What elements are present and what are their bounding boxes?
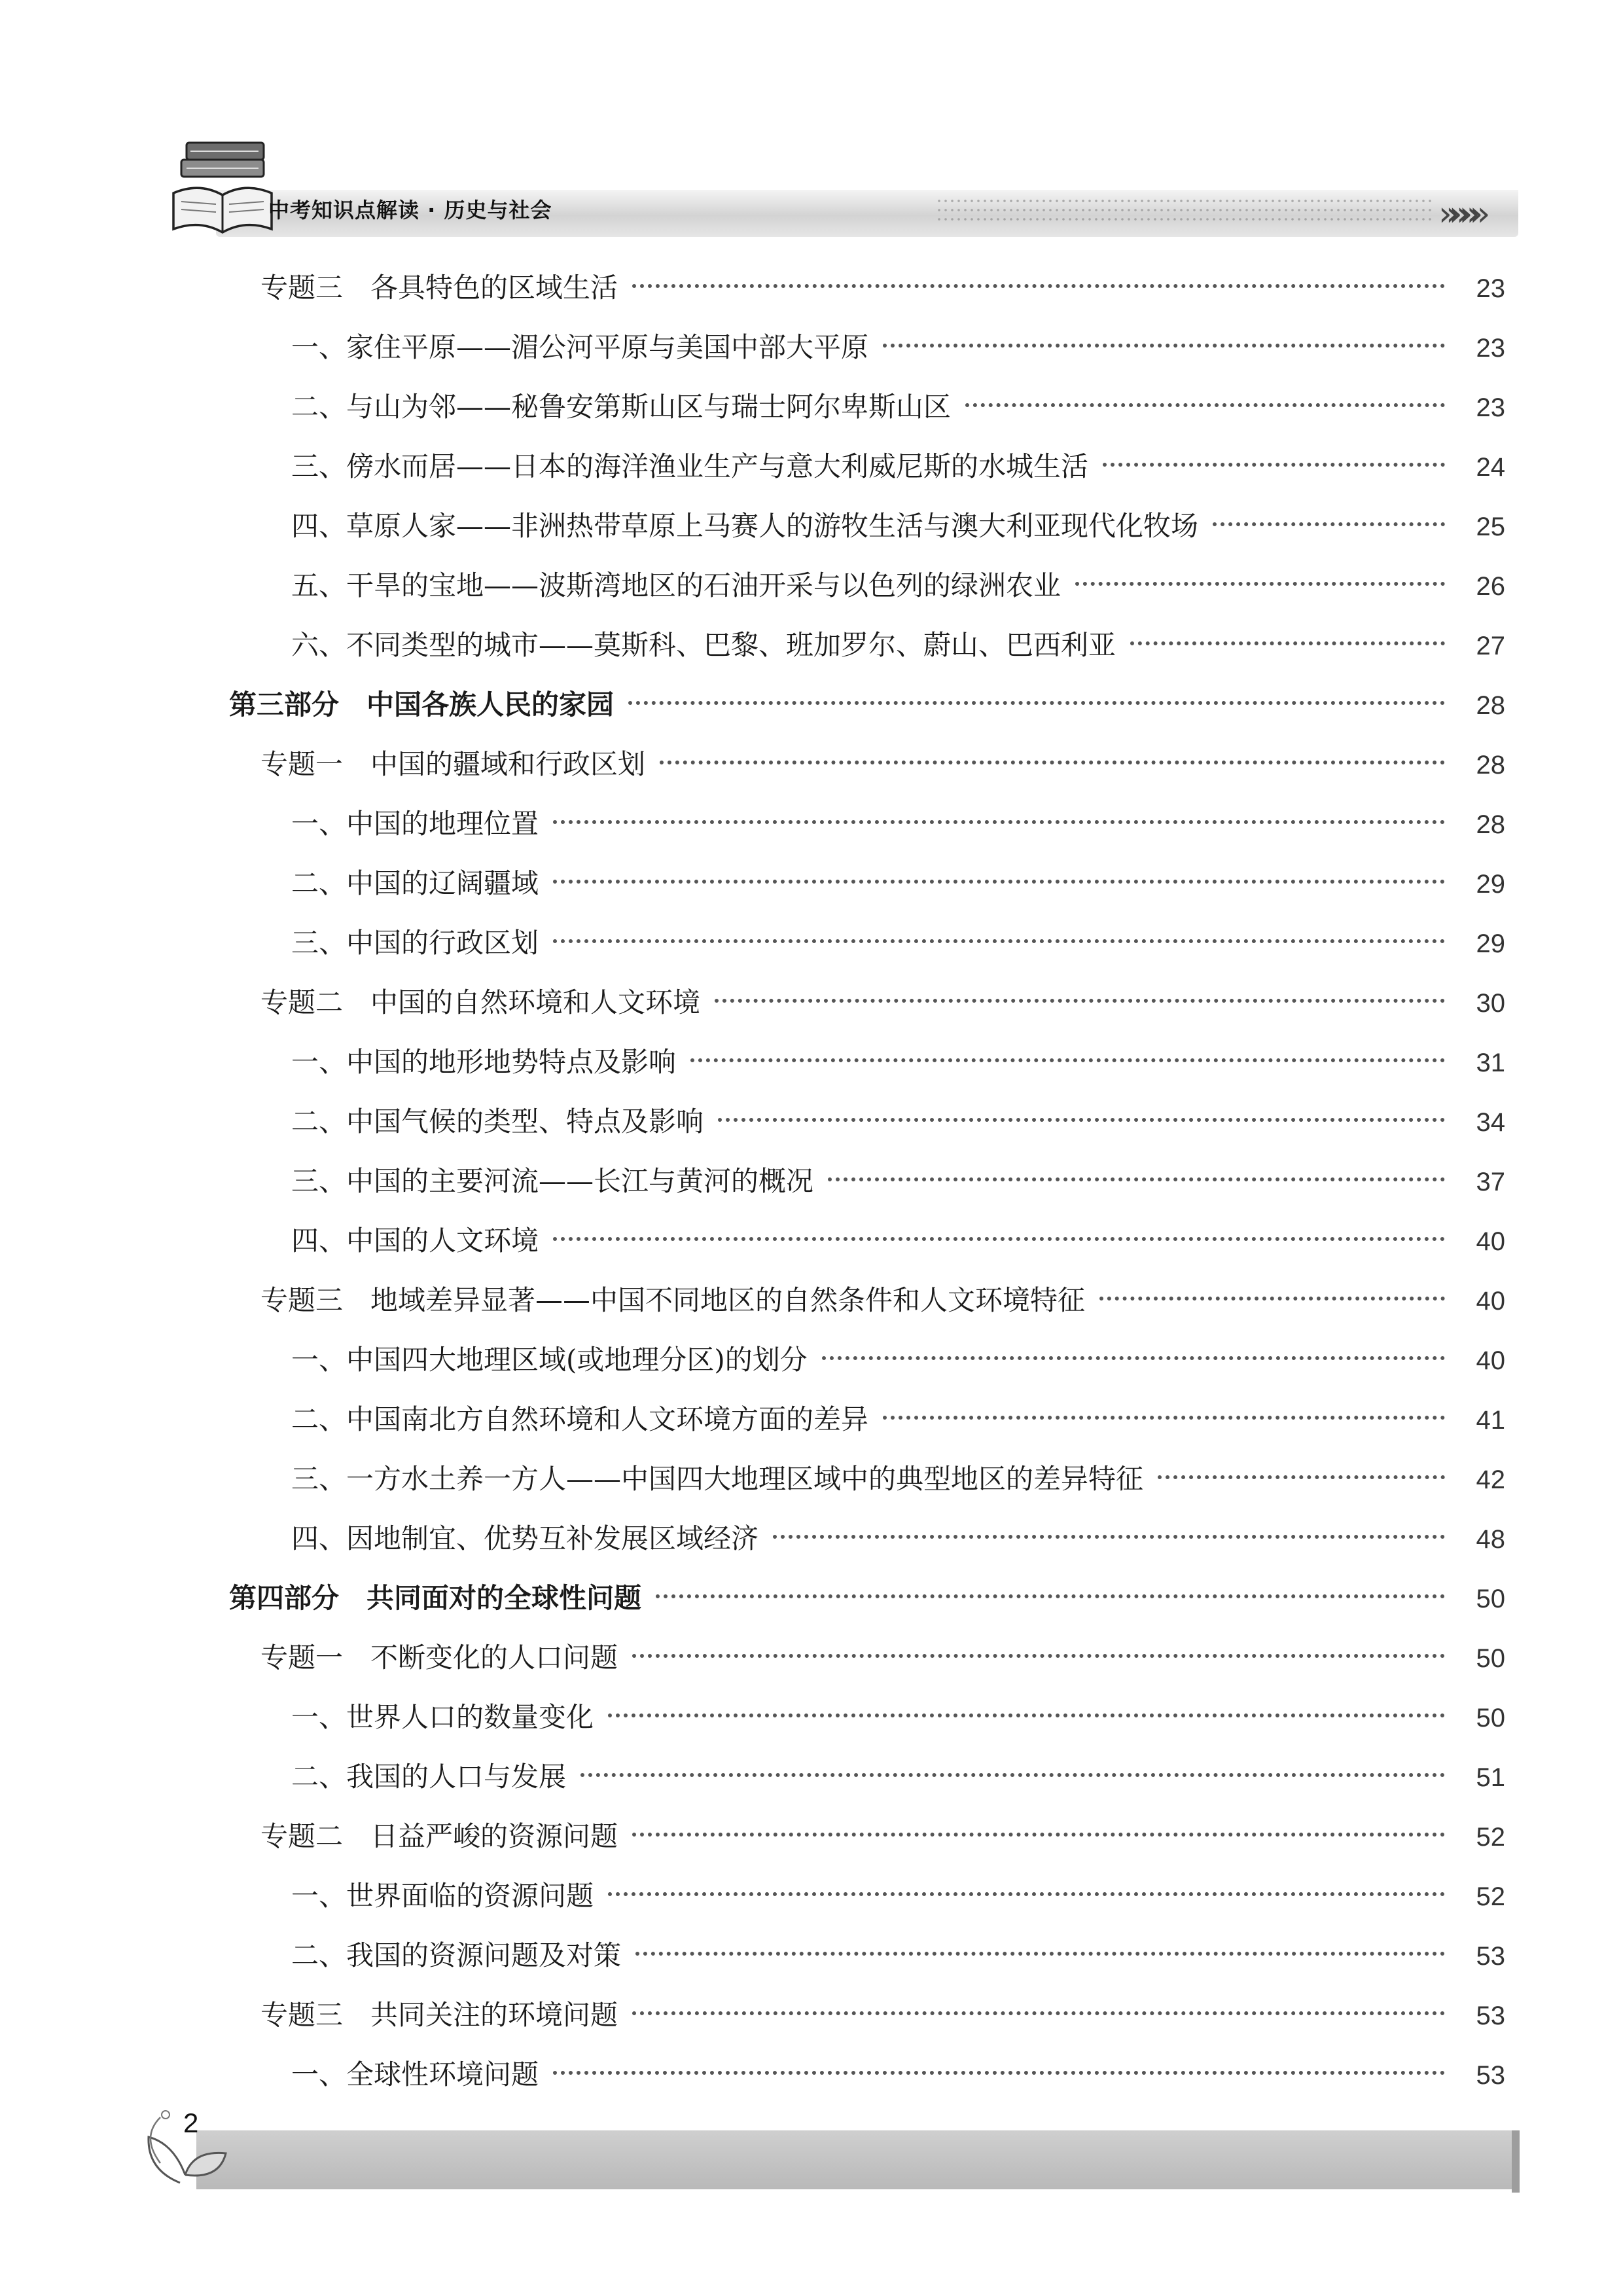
toc-entry-title: 一、中国的地形地势特点及影响 <box>291 1046 677 1078</box>
dot-leader <box>1158 1475 1445 1479</box>
dot-leader <box>635 1952 1445 1956</box>
toc-entry-title: 专题三 共同关注的环境问题 <box>260 1999 618 2031</box>
dot-leader <box>1099 1297 1445 1300</box>
toc-entry-page: 50 <box>1476 1644 1505 1673</box>
toc-entry-item <box>291 1162 1505 1201</box>
toc-entry-item <box>291 1460 1505 1499</box>
toc-entry-item <box>291 804 1505 844</box>
toc-entry-page: 53 <box>1476 2001 1505 2030</box>
toc-entry-title: 专题二 日益严峻的资源问题 <box>260 1820 618 1852</box>
toc-entry-item <box>291 387 1505 427</box>
leaf-icon <box>134 2091 239 2189</box>
toc-entry-title: 三、中国的主要河流——长江与黄河的概况 <box>291 1165 814 1197</box>
toc-entry-title: 二、中国南北方自然环境和人文环境方面的差异 <box>291 1403 869 1435</box>
dot-leader <box>660 761 1445 764</box>
toc-entry-page: 41 <box>1476 1406 1505 1435</box>
toc-entry-title: 四、草原人家——非洲热带草原上马赛人的游牧生活与澳大利亚现代化牧场 <box>291 510 1199 542</box>
dot-leader <box>553 880 1445 884</box>
toc-entry-title: 第三部分 中国各族人民的家园 <box>229 689 615 721</box>
toc-entry-page: 24 <box>1476 453 1505 482</box>
dot-leader <box>1103 463 1445 467</box>
toc-entry-page: 53 <box>1476 1942 1505 1971</box>
toc-entry-page: 29 <box>1476 870 1505 899</box>
toc-entry-page: 34 <box>1476 1108 1505 1137</box>
toc-entry-page: 31 <box>1476 1049 1505 1077</box>
toc-entry-page: 48 <box>1476 1525 1505 1554</box>
dot-leader <box>553 820 1445 824</box>
page-number: 2 <box>183 2108 199 2138</box>
dot-leader <box>608 1713 1445 1717</box>
dot-leader <box>553 2071 1445 2075</box>
toc-entry-title: 专题三 地域差异显著——中国不同地区的自然条件和人文环境特征 <box>260 1284 1086 1316</box>
dot-leader <box>553 1237 1445 1241</box>
dot-leader <box>715 999 1445 1003</box>
toc-entry-title: 一、中国的地理位置 <box>291 808 539 840</box>
toc-entry-title: 一、全球性环境问题 <box>291 2058 539 2090</box>
toc-entry-item <box>291 864 1505 903</box>
books-icon <box>167 131 278 239</box>
toc-entry-item <box>291 1043 1505 1082</box>
dot-leader <box>628 701 1445 705</box>
toc-entry-title: 三、一方水土养一方人——中国四大地理区域中的典型地区的差异特征 <box>291 1463 1144 1495</box>
dot-leader <box>1130 641 1445 645</box>
dot-leader <box>822 1356 1445 1360</box>
toc-entry-item <box>291 328 1505 367</box>
toc-entry-title: 三、中国的行政区划 <box>291 927 539 959</box>
toc-entry-page: 29 <box>1476 929 1505 958</box>
toc-entry-page: 26 <box>1476 572 1505 601</box>
toc-entry-item <box>291 626 1505 665</box>
chevron-right-icon: »»»» <box>1438 194 1480 234</box>
dot-leader <box>608 1892 1445 1896</box>
toc-entry-item <box>291 1698 1505 1737</box>
toc-entry-page: 40 <box>1476 1346 1505 1375</box>
footer-edge <box>1512 2130 1520 2193</box>
dot-leader <box>656 1594 1445 1598</box>
header-dot-pattern <box>936 196 1433 223</box>
toc-entry-item <box>291 2055 1505 2094</box>
toc-entry-page: 40 <box>1476 1287 1505 1316</box>
toc-entry-title: 二、我国的人口与发展 <box>291 1761 567 1793</box>
dot-leader <box>883 1416 1445 1420</box>
dot-leader <box>553 939 1445 943</box>
toc-entry-topic <box>260 1638 1505 1677</box>
toc-entry-page: 52 <box>1476 1882 1505 1911</box>
dot-leader <box>632 2011 1445 2015</box>
toc-entry-item <box>291 566 1505 605</box>
toc-entry-title: 二、我国的资源问题及对策 <box>291 1939 622 1971</box>
toc-entry-item <box>291 1400 1505 1439</box>
page-header <box>0 0 1623 262</box>
toc-entry-page: 25 <box>1476 512 1505 541</box>
toc-entry-page: 23 <box>1476 393 1505 422</box>
toc-entry-topic <box>260 1281 1505 1320</box>
toc-entry-page: 28 <box>1476 810 1505 839</box>
toc-entry-item <box>291 924 1505 963</box>
dot-leader <box>883 344 1445 348</box>
dot-leader <box>1213 522 1445 526</box>
toc-entry-topic <box>260 983 1505 1022</box>
toc-entry-title: 二、与山为邻——秘鲁安第斯山区与瑞士阿尔卑斯山区 <box>291 391 952 423</box>
dot-leader <box>690 1058 1445 1062</box>
toc-entry-page: 27 <box>1476 632 1505 660</box>
dot-leader <box>773 1535 1445 1539</box>
dot-leader <box>1075 582 1445 586</box>
toc-entry-title: 六、不同类型的城市——莫斯科、巴黎、班加罗尔、蔚山、巴西利亚 <box>291 629 1116 661</box>
toc-entry-title: 四、中国的人文环境 <box>291 1225 539 1257</box>
dot-leader <box>632 284 1445 288</box>
toc-entry-item <box>291 1757 1505 1797</box>
header-title: 中考知识点解读 · 历史与社会 <box>268 198 552 223</box>
toc-entry-topic <box>260 1996 1505 2035</box>
toc-entry-page: 50 <box>1476 1585 1505 1613</box>
toc-entry-title: 一、世界人口的数量变化 <box>291 1701 594 1733</box>
toc-entry-page: 37 <box>1476 1168 1505 1196</box>
dot-leader <box>965 403 1445 407</box>
toc-entry-item <box>291 447 1505 486</box>
toc-entry-topic <box>260 268 1505 308</box>
toc-entry-title: 一、家住平原——湄公河平原与美国中部大平原 <box>291 331 869 363</box>
toc-entry-page: 51 <box>1476 1763 1505 1792</box>
toc-entry-page: 28 <box>1476 751 1505 780</box>
toc-entry-item <box>291 1876 1505 1916</box>
toc-entry-item <box>291 507 1505 546</box>
toc-entry-title: 一、世界面临的资源问题 <box>291 1880 594 1912</box>
toc-entry-page: 23 <box>1476 274 1505 303</box>
toc-entry-page: 52 <box>1476 1823 1505 1852</box>
dot-leader <box>718 1118 1445 1122</box>
toc-entry-title: 专题一 不断变化的人口问题 <box>260 1641 618 1674</box>
dot-leader <box>632 1833 1445 1837</box>
toc-entry-page: 40 <box>1476 1227 1505 1256</box>
toc-entry-title: 第四部分 共同面对的全球性问题 <box>229 1582 642 1614</box>
toc-entry-title: 四、因地制宜、优势互补发展区域经济 <box>291 1522 759 1554</box>
toc-entry-part <box>229 1579 1505 1618</box>
toc-entry-title: 三、傍水而居——日本的海洋渔业生产与意大利威尼斯的水城生活 <box>291 450 1089 482</box>
toc-entry-page: 50 <box>1476 1704 1505 1732</box>
dot-leader <box>580 1773 1445 1777</box>
toc-entry-item <box>291 1936 1505 1975</box>
dot-leader <box>828 1177 1445 1181</box>
toc-entry-part <box>229 685 1505 725</box>
toc-entry-page: 23 <box>1476 334 1505 363</box>
toc-entry-title: 二、中国的辽阔疆域 <box>291 867 539 899</box>
toc-entry-page: 28 <box>1476 691 1505 720</box>
toc-entry-page: 30 <box>1476 989 1505 1018</box>
toc-entry-title: 一、中国四大地理区域(或地理分区)的划分 <box>291 1344 808 1376</box>
toc-entry-item <box>291 1340 1505 1380</box>
toc-entry-title: 专题二 中国的自然环境和人文环境 <box>260 986 701 1018</box>
toc-entry-topic <box>260 745 1505 784</box>
toc-entry-page: 53 <box>1476 2061 1505 2090</box>
toc-entry-title: 专题三 各具特色的区域生活 <box>260 272 618 304</box>
toc-entry-title: 五、干旱的宝地——波斯湾地区的石油开采与以色列的绿洲农业 <box>291 569 1061 601</box>
toc-entry-item <box>291 1519 1505 1558</box>
toc-entry-topic <box>260 1817 1505 1856</box>
toc-entry-page: 42 <box>1476 1465 1505 1494</box>
toc-entry-title: 专题一 中国的疆域和行政区划 <box>260 748 646 780</box>
toc-entry-item <box>291 1102 1505 1141</box>
dot-leader <box>632 1654 1445 1658</box>
footer-band <box>196 2130 1518 2189</box>
toc-entry-item <box>291 1221 1505 1261</box>
toc-entry-title: 二、中国气候的类型、特点及影响 <box>291 1105 704 1138</box>
